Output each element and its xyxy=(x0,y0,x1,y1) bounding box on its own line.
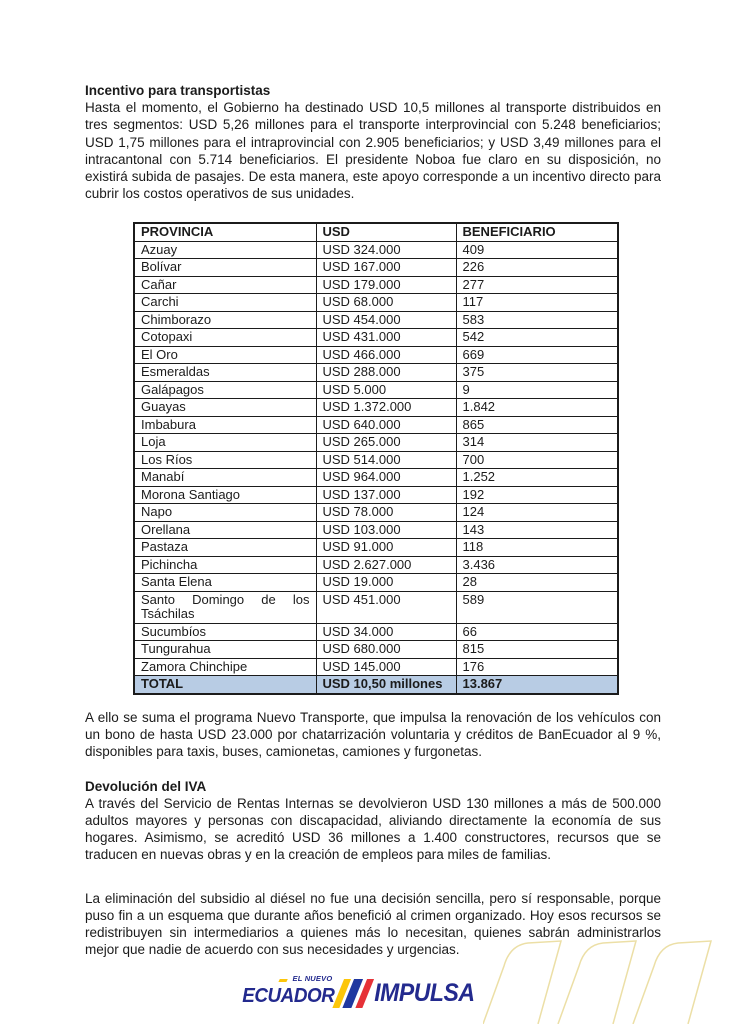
table-cell: Azuay xyxy=(134,241,316,259)
table-cell: USD 167.000 xyxy=(316,259,456,277)
table-cell: Cotopaxi xyxy=(134,329,316,347)
table-cell: USD 324.000 xyxy=(316,241,456,259)
table-cell: 375 xyxy=(456,364,618,382)
table-cell: Morona Santiago xyxy=(134,486,316,504)
table-cell: USD 103.000 xyxy=(316,521,456,539)
table-cell: 9 xyxy=(456,381,618,399)
table-cell: 176 xyxy=(456,658,618,676)
table-cell: Orellana xyxy=(134,521,316,539)
table-cell: USD 451.000 xyxy=(316,591,456,623)
table-row xyxy=(134,623,618,641)
document-content xyxy=(85,82,661,975)
logo-word-impulsa: IMPULSA xyxy=(373,979,475,1007)
table-cell: 1.252 xyxy=(456,469,618,487)
table-cell: USD 454.000 xyxy=(316,311,456,329)
table-cell: 589 xyxy=(456,591,618,623)
logo-word-ecuador: ECUADOR xyxy=(242,984,335,1007)
table-cell: USD 1.372.000 xyxy=(316,399,456,417)
table-row xyxy=(134,539,618,557)
table-cell: Pichincha xyxy=(134,556,316,574)
table-cell: Santa Elena xyxy=(134,574,316,592)
table-cell: Santo Domingo de los Tsáchilas xyxy=(134,591,316,623)
table-cell: USD 10,50 millones xyxy=(316,676,456,694)
table-cell: Sucumbíos xyxy=(134,623,316,641)
table-cell: 314 xyxy=(456,434,618,452)
table-row xyxy=(134,399,618,417)
table-cell: 815 xyxy=(456,641,618,659)
table-row xyxy=(134,381,618,399)
section-heading-iva: Devolución del IVA xyxy=(85,778,207,794)
table-row xyxy=(134,574,618,592)
section-heading-transport: Incentivo para transportistas xyxy=(85,83,271,98)
table-row xyxy=(134,416,618,434)
table-cell: USD 78.000 xyxy=(316,504,456,522)
table-cell: 124 xyxy=(456,504,618,522)
table-cell: USD 514.000 xyxy=(316,451,456,469)
provinces-table xyxy=(133,222,619,695)
table-cell: Zamora Chinchipe xyxy=(134,658,316,676)
table-cell: Galápagos xyxy=(134,381,316,399)
table-header-provincia: PROVINCIA xyxy=(134,223,316,241)
table-cell: Napo xyxy=(134,504,316,522)
table-header-usd: USD xyxy=(316,223,456,241)
table-header-beneficiario: BENEFICIARIO xyxy=(456,223,618,241)
table-cell: Los Ríos xyxy=(134,451,316,469)
table-cell: TOTAL xyxy=(134,676,316,694)
table-cell: 3.436 xyxy=(456,556,618,574)
table-cell: Guayas xyxy=(134,399,316,417)
logo-ecuador-block xyxy=(234,975,334,1008)
table-cell: Esmeraldas xyxy=(134,364,316,382)
ecuador-impulsa-logo xyxy=(234,975,483,1008)
table-row xyxy=(134,469,618,487)
table-cell: Bolívar xyxy=(134,259,316,277)
table-row xyxy=(134,346,618,364)
table-cell: El Oro xyxy=(134,346,316,364)
table-cell: 117 xyxy=(456,294,618,312)
table-cell: USD 137.000 xyxy=(316,486,456,504)
table-body xyxy=(134,241,618,694)
table-cell: 277 xyxy=(456,276,618,294)
table-cell: USD 288.000 xyxy=(316,364,456,382)
table-cell: 143 xyxy=(456,521,618,539)
table-total-row xyxy=(134,676,618,694)
table-row xyxy=(134,521,618,539)
table-cell: Loja xyxy=(134,434,316,452)
table-cell: USD 19.000 xyxy=(316,574,456,592)
table-row xyxy=(134,486,618,504)
table-row xyxy=(134,294,618,312)
table-cell: 1.842 xyxy=(456,399,618,417)
table-row xyxy=(134,241,618,259)
table-cell: USD 265.000 xyxy=(316,434,456,452)
table-cell: Imbabura xyxy=(134,416,316,434)
table-cell: USD 431.000 xyxy=(316,329,456,347)
table-cell: USD 179.000 xyxy=(316,276,456,294)
table-row xyxy=(134,591,618,623)
table-cell: USD 68.000 xyxy=(316,294,456,312)
table-cell: Carchi xyxy=(134,294,316,312)
table-cell: USD 2.627.000 xyxy=(316,556,456,574)
table-cell: 865 xyxy=(456,416,618,434)
table-row xyxy=(134,311,618,329)
table-cell: USD 34.000 xyxy=(316,623,456,641)
paragraph-transport: Hasta el momento, el Gobierno ha destinado USD 10,5 millones al transporte distribuidos en tres segmentos: USD 5,26 millones para el transporte interprovincial con 5.248 beneficiarios; USD 1,75 millones para el intraprovincial con 2.905 beneficiarios; y USD 3,49 millones para el intracantonal con 5.714 beneficiarios. El presidente Noboa fue claro en su disposición, no existirá subida de pasajes. De esta manera, este apoyo corresponde a un incentivo directo para cubrir los costos operativos de sus unidades. xyxy=(85,100,661,202)
table-row xyxy=(134,641,618,659)
table-cell: 700 xyxy=(456,451,618,469)
table-cell: 669 xyxy=(456,346,618,364)
table-cell: USD 145.000 xyxy=(316,658,456,676)
table-cell: 66 xyxy=(456,623,618,641)
table-cell: USD 466.000 xyxy=(316,346,456,364)
table-row xyxy=(134,556,618,574)
paragraph-iva-1: A través del Servicio de Rentas Internas se devolvieron USD 130 millones a más de 500.000 adultos mayores y personas con discapacidad, aliviando directamente la economía de sus hogares. Asimismo, se acreditó USD 36 millones a 1.400 constructores, recursos que se traducen en nuevas obras y en la creación de empleos para miles de familias. xyxy=(85,795,661,863)
table-header-row xyxy=(134,223,618,241)
table-row xyxy=(134,504,618,522)
logo-tagline: EL NUEVO xyxy=(292,974,333,983)
table-cell: 28 xyxy=(456,574,618,592)
logo-small-accent-icon xyxy=(279,979,288,982)
table-cell: Tungurahua xyxy=(134,641,316,659)
table-row xyxy=(134,329,618,347)
table-row xyxy=(134,276,618,294)
table-cell: Pastaza xyxy=(134,539,316,557)
table-cell: 409 xyxy=(456,241,618,259)
table-cell: USD 964.000 xyxy=(316,469,456,487)
table-cell: Cañar xyxy=(134,276,316,294)
table-row xyxy=(134,658,618,676)
table-cell: USD 5.000 xyxy=(316,381,456,399)
table-cell: 118 xyxy=(456,539,618,557)
table-cell: 226 xyxy=(456,259,618,277)
table-cell: USD 680.000 xyxy=(316,641,456,659)
table-row xyxy=(134,451,618,469)
table-cell: 192 xyxy=(456,486,618,504)
table-cell: Chimborazo xyxy=(134,311,316,329)
table-cell: 542 xyxy=(456,329,618,347)
table-row xyxy=(134,259,618,277)
paragraph-diesel: La eliminación del subsidio al diésel no fue una decisión sencilla, pero sí responsable, porque puso fin a un esquema que durante años benefició al crimen organizado. Hoy esos recursos se redistribuyen sin intermediarios a quienes más lo necesitan, quienes sabrán administrarlos mejor que nadie de acuerdo con sus necesidades y urgencias. xyxy=(85,890,661,958)
table-row xyxy=(134,434,618,452)
table-cell: 583 xyxy=(456,311,618,329)
paragraph-nuevo-transporte: A ello se suma el programa Nuevo Transporte, que impulsa la renovación de los vehículos con un bono de hasta USD 23.000 por chatarrización voluntaria y créditos de BanEcuador al 9 %, disponibles para taxis, buses, camionetas, camiones y furgonetas. xyxy=(85,709,661,760)
table-cell: USD 91.000 xyxy=(316,539,456,557)
table-cell: Manabí xyxy=(134,469,316,487)
table-row xyxy=(134,364,618,382)
table-cell: 13.867 xyxy=(456,676,618,694)
logo-slashes-icon xyxy=(338,979,371,1008)
table-cell: USD 640.000 xyxy=(316,416,456,434)
